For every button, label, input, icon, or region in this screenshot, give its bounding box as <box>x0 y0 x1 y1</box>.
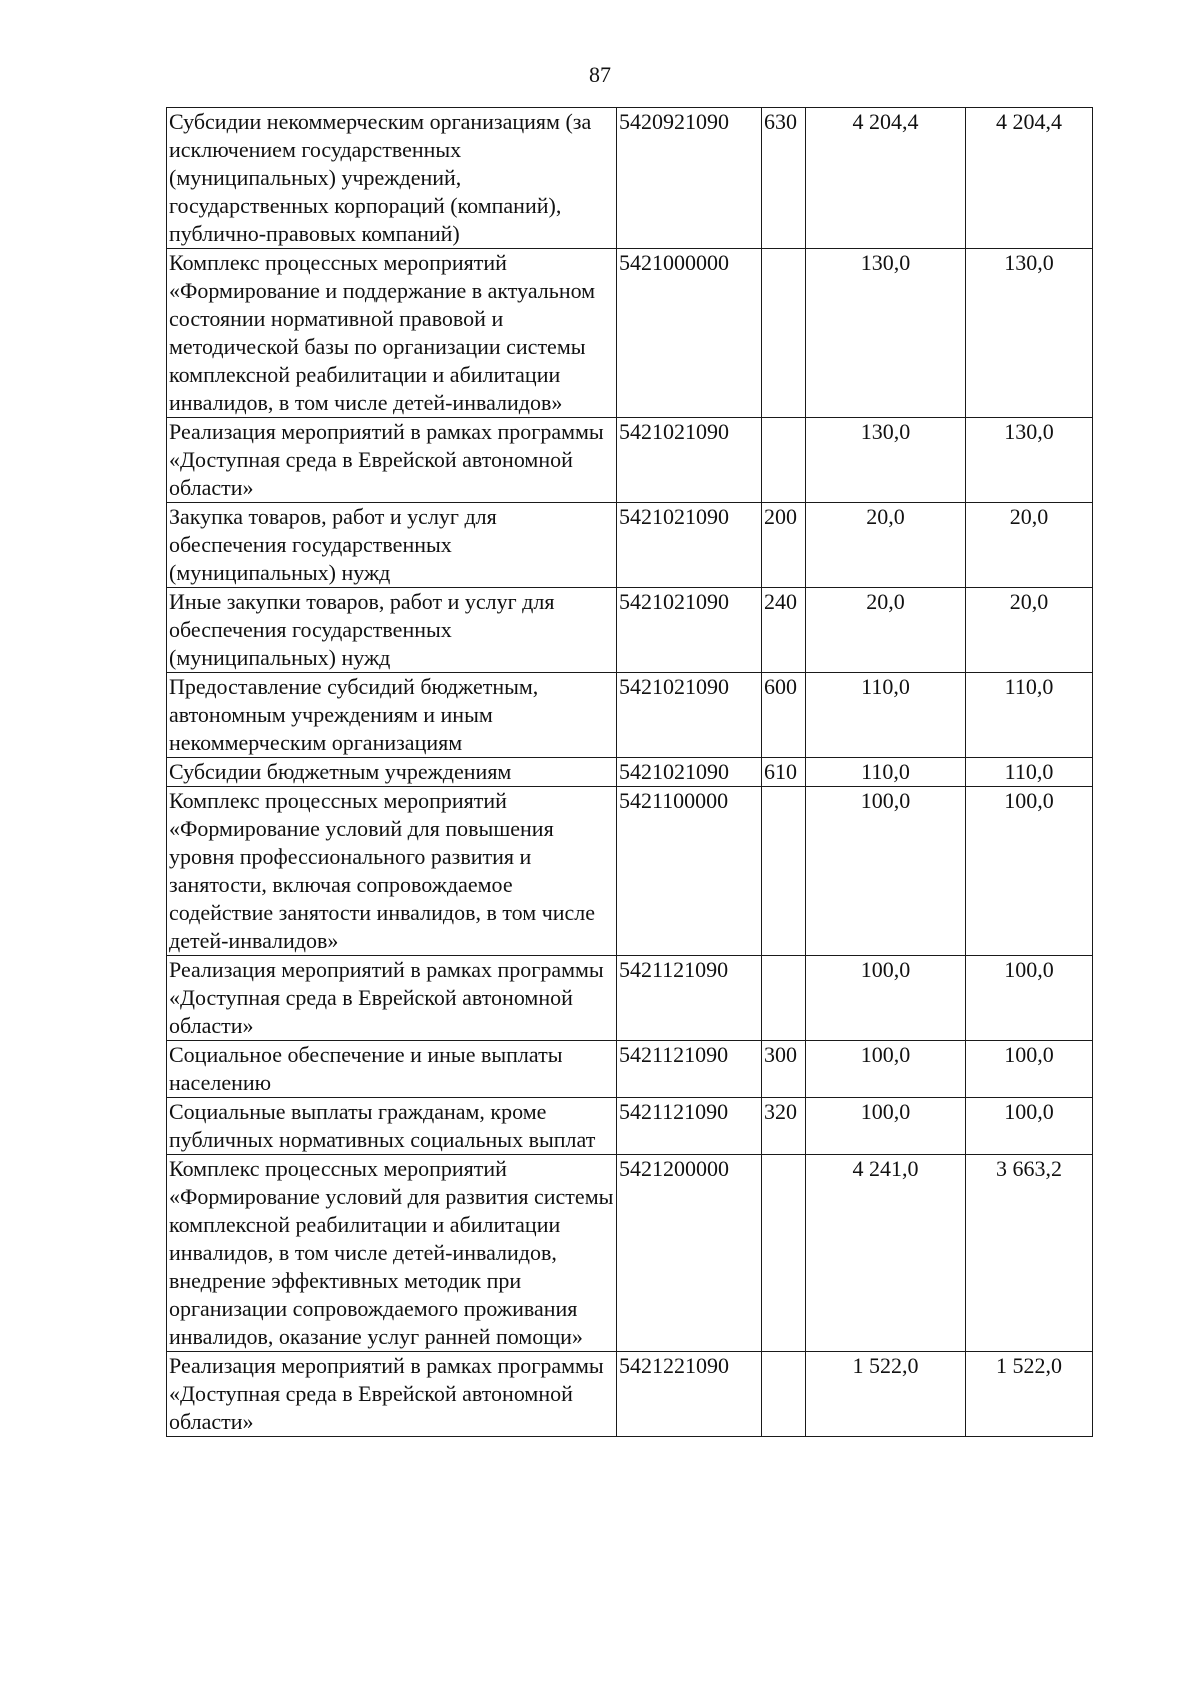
table-row <box>167 787 1093 956</box>
row-target-code: 5421121090 <box>617 956 762 1041</box>
row-target-code: 5421221090 <box>617 1352 762 1437</box>
table-row <box>167 956 1093 1041</box>
table-row <box>167 588 1093 673</box>
row-amount-2: 4 204,4 <box>966 108 1093 249</box>
table-row <box>167 108 1093 249</box>
row-target-code: 5421121090 <box>617 1098 762 1155</box>
row-expense-type: 630 <box>762 108 806 249</box>
row-amount-1: 110,0 <box>806 673 966 758</box>
row-expense-type: 300 <box>762 1041 806 1098</box>
row-name: Закупка товаров, работ и услуг для обеспечения государственных (муниципальных) нужд <box>167 503 617 588</box>
row-amount-1: 130,0 <box>806 418 966 503</box>
row-amount-1: 1 522,0 <box>806 1352 966 1437</box>
table-row <box>167 1155 1093 1352</box>
row-expense-type: 200 <box>762 503 806 588</box>
row-target-code: 5421021090 <box>617 758 762 787</box>
row-expense-type: 320 <box>762 1098 806 1155</box>
row-amount-2: 20,0 <box>966 588 1093 673</box>
table-body <box>167 108 1093 1437</box>
row-amount-1: 130,0 <box>806 249 966 418</box>
table-row <box>167 758 1093 787</box>
row-target-code: 5421000000 <box>617 249 762 418</box>
row-target-code: 5421121090 <box>617 1041 762 1098</box>
table-row <box>167 673 1093 758</box>
table-row <box>167 503 1093 588</box>
row-amount-1: 110,0 <box>806 758 966 787</box>
table-row <box>167 418 1093 503</box>
row-target-code: 5420921090 <box>617 108 762 249</box>
row-name: Социальное обеспечение и иные выплаты населению <box>167 1041 617 1098</box>
table-row <box>167 1098 1093 1155</box>
row-amount-2: 100,0 <box>966 1041 1093 1098</box>
row-amount-2: 3 663,2 <box>966 1155 1093 1352</box>
row-name: Социальные выплаты гражданам, кроме публичных нормативных социальных выплат <box>167 1098 617 1155</box>
row-amount-2: 130,0 <box>966 418 1093 503</box>
row-target-code: 5421100000 <box>617 787 762 956</box>
row-name: Реализация мероприятий в рамках программы «Доступная среда в Еврейской автономной области» <box>167 1352 617 1437</box>
row-expense-type: 610 <box>762 758 806 787</box>
page-number: 87 <box>589 62 611 87</box>
row-expense-type <box>762 1155 806 1352</box>
row-amount-1: 100,0 <box>806 1098 966 1155</box>
row-amount-2: 100,0 <box>966 1098 1093 1155</box>
row-name: Комплекс процессных мероприятий «Формирование условий для повышения уровня профессионального развития и занятости, включая сопровождаемое содействие занятости инвалидов, в том числе детей-инвалидов» <box>167 787 617 956</box>
row-amount-1: 20,0 <box>806 503 966 588</box>
row-amount-2: 110,0 <box>966 758 1093 787</box>
row-name: Субсидии некоммерческим организациям (за исключением государственных (муниципальных) учреждений, государственных корпораций (компаний), публично-правовых компаний) <box>167 108 617 249</box>
budget-table <box>166 107 1093 1437</box>
row-amount-1: 100,0 <box>806 787 966 956</box>
row-name: Комплекс процессных мероприятий «Формирование и поддержание в актуальном состоянии нормативной правовой и методической базы по организации системы комплексной реабилитации и абилитации инвалидов, в том числе детей-инвалидов» <box>167 249 617 418</box>
row-expense-type <box>762 249 806 418</box>
row-expense-type: 240 <box>762 588 806 673</box>
row-amount-1: 20,0 <box>806 588 966 673</box>
row-amount-1: 100,0 <box>806 1041 966 1098</box>
row-name: Реализация мероприятий в рамках программы «Доступная среда в Еврейской автономной области» <box>167 956 617 1041</box>
row-expense-type <box>762 1352 806 1437</box>
row-target-code: 5421021090 <box>617 418 762 503</box>
row-amount-2: 110,0 <box>966 673 1093 758</box>
row-expense-type <box>762 787 806 956</box>
table-row <box>167 249 1093 418</box>
row-amount-2: 130,0 <box>966 249 1093 418</box>
row-name: Субсидии бюджетным учреждениям <box>167 758 617 787</box>
row-amount-2: 1 522,0 <box>966 1352 1093 1437</box>
row-amount-2: 100,0 <box>966 787 1093 956</box>
row-amount-2: 100,0 <box>966 956 1093 1041</box>
row-target-code: 5421021090 <box>617 588 762 673</box>
row-name: Комплекс процессных мероприятий «Формирование условий для развития системы комплексной реабилитации и абилитации инвалидов, в том числе детей-инвалидов, внедрение эффективных методик при организации сопровождаемого проживания инвалидов, оказание услуг ранней помощи» <box>167 1155 617 1352</box>
table-row <box>167 1352 1093 1437</box>
row-amount-1: 100,0 <box>806 956 966 1041</box>
row-name: Предоставление субсидий бюджетным, автономным учреждениям и иным некоммерческим организациям <box>167 673 617 758</box>
row-name: Иные закупки товаров, работ и услуг для обеспечения государственных (муниципальных) нужд <box>167 588 617 673</box>
row-target-code: 5421021090 <box>617 673 762 758</box>
row-expense-type: 600 <box>762 673 806 758</box>
row-expense-type <box>762 956 806 1041</box>
row-amount-2: 20,0 <box>966 503 1093 588</box>
row-amount-1: 4 241,0 <box>806 1155 966 1352</box>
table-row <box>167 1041 1093 1098</box>
row-target-code: 5421200000 <box>617 1155 762 1352</box>
row-target-code: 5421021090 <box>617 503 762 588</box>
row-expense-type <box>762 418 806 503</box>
row-amount-1: 4 204,4 <box>806 108 966 249</box>
row-name: Реализация мероприятий в рамках программы «Доступная среда в Еврейской автономной области» <box>167 418 617 503</box>
